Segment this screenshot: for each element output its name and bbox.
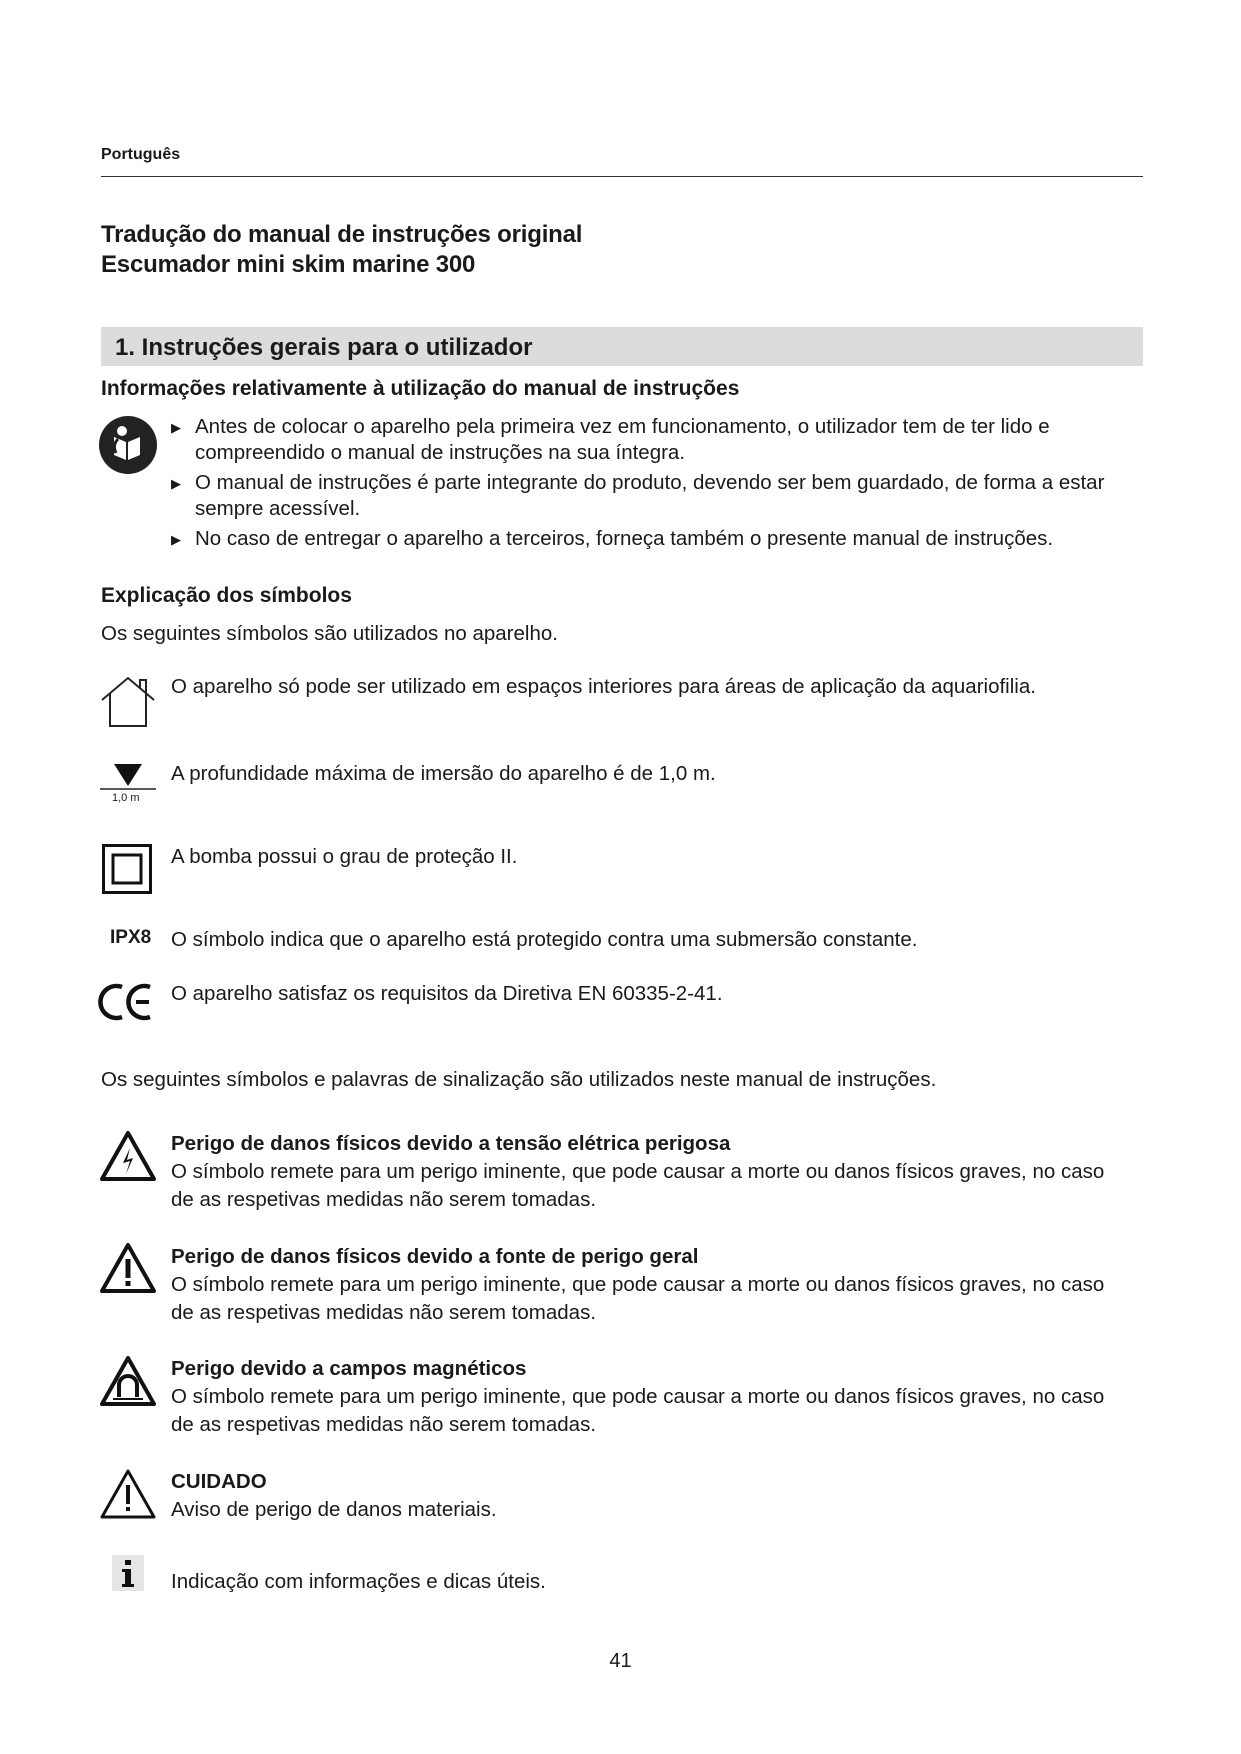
bullet-marker-icon: ▶ (171, 476, 181, 491)
warning-block (171, 1243, 1131, 1327)
depth-label: 1,0 m (112, 792, 140, 804)
symbol-description: A profundidade máxima de imersão do aparelho é de 1,0 m. (171, 762, 716, 785)
protection-class-ii-icon (102, 844, 152, 894)
warning-title: CUIDADO (171, 1470, 267, 1493)
warning-text: Aviso de perigo de danos materiais. (171, 1498, 497, 1521)
electric-hazard-icon (99, 1130, 157, 1182)
warning-block (171, 1130, 1131, 1214)
house-icon (100, 676, 156, 728)
warning-text: O símbolo remete para um perigo iminente, que pode causar a morte ou danos físicos graves, no caso de as respetivas medidas não serem tomadas. (171, 1385, 1105, 1436)
symbol-description: Indicação com informações e dicas úteis. (171, 1570, 546, 1593)
bullet-text: O manual de instruções é parte integrante do produto, devendo ser bem guardado, de forma a estar sempre acessível. (195, 471, 1105, 520)
symbols-heading: Explicação dos símbolos (101, 584, 352, 607)
document-title: Tradução do manual de instruções original (101, 221, 583, 248)
read-manual-icon (98, 415, 158, 475)
ce-mark-icon (100, 982, 156, 1022)
bullet-item (171, 526, 1131, 552)
language-label: Português (101, 146, 181, 163)
section-heading: 1. Instruções gerais para o utilizador (115, 334, 533, 361)
manual-symbols-intro: Os seguintes símbolos e palavras de sinalização são utilizados neste manual de instruções. (101, 1068, 937, 1091)
warning-text: O símbolo remete para um perigo iminente, que pode causar a morte ou danos físicos graves, no caso de as respetivas medidas não serem tomadas. (171, 1273, 1105, 1324)
warning-text: O símbolo remete para um perigo iminente, que pode causar a morte ou danos físicos graves, no caso de as respetivas medidas não serem tomadas. (171, 1160, 1105, 1211)
warning-block (171, 1355, 1131, 1439)
bullet-item (171, 414, 1131, 466)
symbol-description: A bomba possui o grau de proteção II. (171, 845, 518, 868)
usage-heading: Informações relativamente à utilização do manual de instruções (101, 377, 740, 400)
general-hazard-icon (99, 1242, 157, 1294)
warning-title: Perigo de danos físicos devido a tensão elétrica perigosa (171, 1132, 731, 1155)
symbols-intro: Os seguintes símbolos são utilizados no aparelho. (101, 622, 558, 645)
bullet-marker-icon: ▶ (171, 532, 181, 547)
symbol-description: O aparelho satisfaz os requisitos da Diretiva EN 60335-2-41. (171, 982, 723, 1005)
ipx8-label: IPX8 (110, 927, 152, 948)
bullet-item (171, 470, 1131, 522)
symbol-description: O símbolo indica que o aparelho está protegido contra uma submersão constante. (171, 928, 918, 951)
bullet-text: Antes de colocar o aparelho pela primeira vez em funcionamento, o utilizador tem de ter lido e compreendido o manual de instruções na sua íntegra. (195, 415, 1050, 464)
magnetic-hazard-icon (99, 1355, 157, 1407)
warning-title: Perigo devido a campos magnéticos (171, 1357, 527, 1380)
document-subtitle: Escumador mini skim marine 300 (101, 251, 476, 278)
info-icon (112, 1555, 144, 1591)
symbol-description: O aparelho só pode ser utilizado em espaços interiores para áreas de aplicação da aquariofilia. (171, 675, 1036, 698)
warning-title: Perigo de danos físicos devido a fonte de perigo geral (171, 1245, 699, 1268)
warning-block (171, 1468, 1131, 1524)
header-rule (101, 176, 1143, 177)
bullet-text: No caso de entregar o aparelho a terceiros, forneça também o presente manual de instruções. (195, 527, 1054, 550)
bullet-marker-icon: ▶ (171, 420, 181, 435)
caution-icon (99, 1468, 157, 1520)
page-number: 41 (609, 1650, 632, 1672)
